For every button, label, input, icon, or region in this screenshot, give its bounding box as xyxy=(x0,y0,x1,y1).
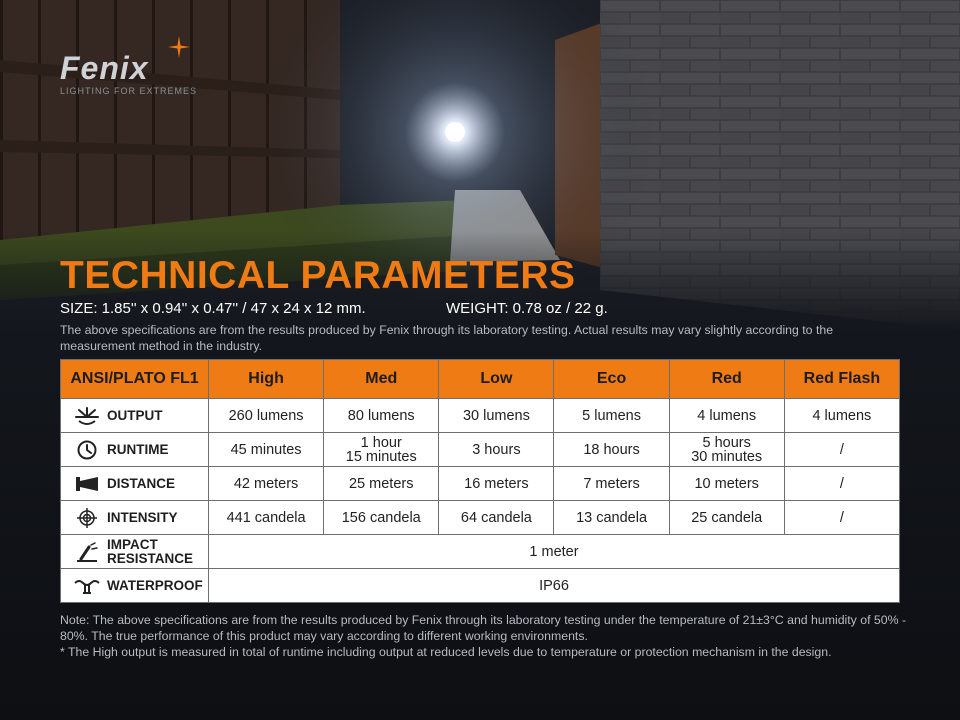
table-row-output xyxy=(61,399,900,433)
header-red: Red xyxy=(669,360,784,399)
impact-icon xyxy=(73,541,101,563)
cell-distance-low: 16 meters xyxy=(439,467,554,501)
cell-output-red-flash: 4 lumens xyxy=(784,399,899,433)
cell-intensity-low: 64 candela xyxy=(439,501,554,535)
size-spec: SIZE: 1.85'' x 0.94'' x 0.47'' / 47 x 24 x 12 mm. xyxy=(60,300,366,317)
cell-distance-red: 10 meters xyxy=(669,467,784,501)
row-label-intensity xyxy=(61,501,209,535)
row-label-distance xyxy=(61,467,209,501)
cell-output-high: 260 lumens xyxy=(209,399,324,433)
beam-icon xyxy=(73,473,101,495)
cell-output-low: 30 lumens xyxy=(439,399,554,433)
page-title: TECHNICAL PARAMETERS xyxy=(60,254,576,297)
brand-tagline: LIGHTING FOR EXTREMES xyxy=(60,86,198,96)
row-label-runtime xyxy=(61,433,209,467)
cell-runtime-red xyxy=(669,433,784,467)
clock-icon xyxy=(73,439,101,461)
output-burst-icon xyxy=(73,405,101,427)
fenix-logo xyxy=(60,52,197,96)
cell-distance-high: 42 meters xyxy=(209,467,324,501)
cell-impact-value: 1 meter xyxy=(209,535,900,569)
cell-intensity-med: 156 candela xyxy=(324,501,439,535)
cell-output-red: 4 lumens xyxy=(669,399,784,433)
table-row-waterproof xyxy=(61,569,900,603)
cell-line: 1 hour xyxy=(360,434,402,451)
table-row-distance xyxy=(61,467,900,501)
cell-distance-eco: 7 meters xyxy=(554,467,669,501)
cell-runtime-med xyxy=(324,433,439,467)
lab-note: The above specifications are from the results produced by Fenix through its laboratory testing. Actual results may vary slightly according to the measurement method in the industry. xyxy=(60,323,834,353)
row-label-text: DISTANCE xyxy=(107,475,176,491)
brand-name: Fenix xyxy=(60,50,149,86)
cell-intensity-eco: 13 candela xyxy=(554,501,669,535)
footnote xyxy=(60,612,910,660)
cell-distance-red-flash: / xyxy=(784,467,899,501)
row-label-text: IMPACT xyxy=(107,536,158,552)
header-standard: ANSI/PLATO FL1 xyxy=(61,360,209,399)
parameters-table xyxy=(60,359,900,603)
header-red-flash: Red Flash xyxy=(784,360,899,399)
table-row-runtime xyxy=(61,433,900,467)
table-header-row xyxy=(61,360,900,399)
cell-runtime-red-flash: / xyxy=(784,433,899,467)
cell-intensity-red-flash: / xyxy=(784,501,899,535)
size-weight-line xyxy=(60,300,608,317)
header-low: Low xyxy=(439,360,554,399)
cell-line: 15 minutes xyxy=(345,448,417,465)
row-label-text: WATERPROOF xyxy=(107,577,203,593)
cell-output-eco: 5 lumens xyxy=(554,399,669,433)
footnote-note: Note: The above specifications are from the results produced by Fenix through its laboratory testing under the temperature of 21±3°C and humidity of 50% - 80%. The true performance of this product may vary according to different working environments. xyxy=(60,613,907,643)
header-eco: Eco xyxy=(554,360,669,399)
weight-spec: WEIGHT: 0.78 oz / 22 g. xyxy=(446,300,608,317)
cell-runtime-eco: 18 hours xyxy=(554,433,669,467)
cell-line: 30 minutes xyxy=(691,448,763,465)
cell-runtime-low: 3 hours xyxy=(439,433,554,467)
row-label-text: OUTPUT xyxy=(107,407,163,423)
cell-line: 5 hours xyxy=(702,434,751,451)
table-row-intensity xyxy=(61,501,900,535)
row-label-impact xyxy=(61,535,209,569)
target-icon xyxy=(73,507,101,529)
logo-star-icon xyxy=(168,36,190,58)
row-label-text: RESISTANCE xyxy=(107,550,194,566)
cell-waterproof-value: IP66 xyxy=(209,569,900,603)
row-label-text: RUNTIME xyxy=(107,441,169,457)
cell-runtime-high: 45 minutes xyxy=(209,433,324,467)
footnote-high-output: * The High output is measured in total of runtime including output at reduced levels due to temperature or protection mechanism in the design. xyxy=(60,645,832,659)
row-label-output xyxy=(61,399,209,433)
cell-output-med: 80 lumens xyxy=(324,399,439,433)
cell-intensity-high: 441 candela xyxy=(209,501,324,535)
water-icon xyxy=(71,575,103,597)
row-label-waterproof xyxy=(61,569,209,603)
table-row-impact xyxy=(61,535,900,569)
header-med: Med xyxy=(324,360,439,399)
cell-intensity-red: 25 candela xyxy=(669,501,784,535)
row-label-text: INTENSITY xyxy=(107,509,178,525)
cell-distance-med: 25 meters xyxy=(324,467,439,501)
header-high: High xyxy=(209,360,324,399)
